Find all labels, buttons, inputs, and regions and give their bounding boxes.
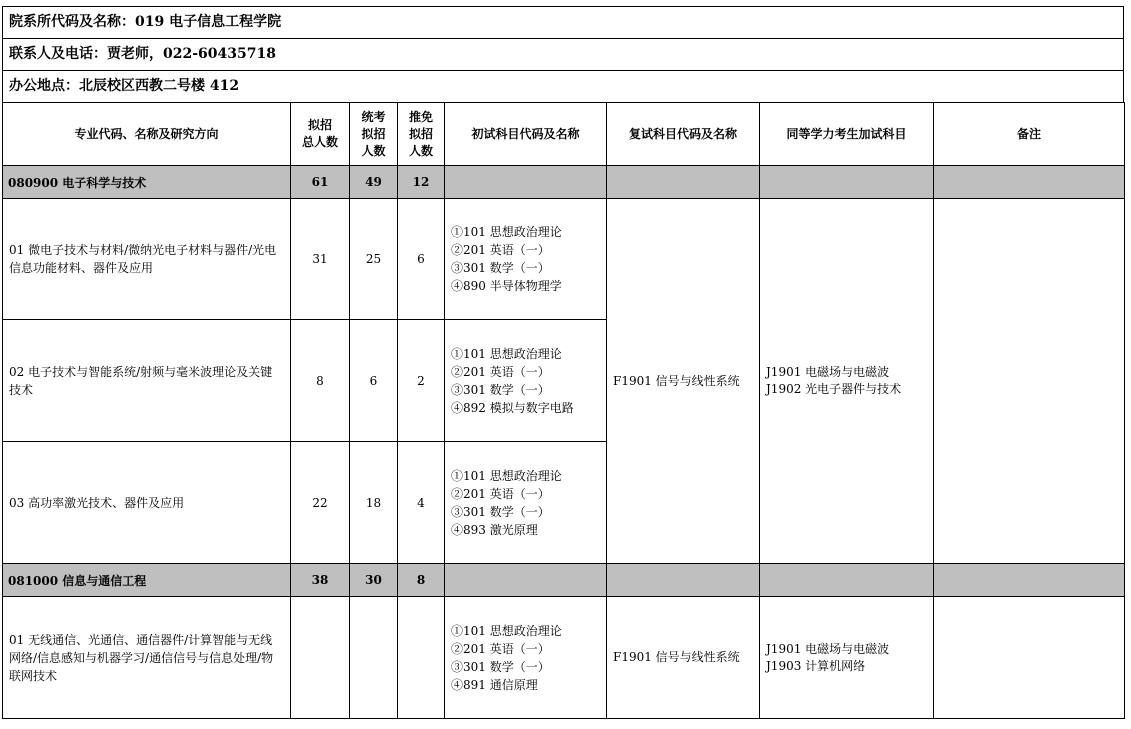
subjects-cell bbox=[445, 442, 607, 564]
rec-cell: 6 bbox=[398, 199, 445, 320]
header-exam bbox=[350, 103, 398, 166]
category-empty-cell bbox=[445, 166, 607, 199]
subject-item: ③301 数学（一） bbox=[451, 504, 550, 519]
subjects-cell bbox=[445, 199, 607, 320]
extra-item: J1902 光电子器件与技术 bbox=[766, 382, 902, 396]
retest-cell: F1901 信号与线性系统 bbox=[607, 597, 760, 719]
header-total-line2: 总人数 bbox=[301, 135, 338, 149]
category-empty-cell bbox=[760, 564, 934, 597]
subject-item: ②201 英语（一） bbox=[451, 486, 550, 501]
subject-item: ③301 数学（一） bbox=[451, 261, 550, 275]
subject-item: ②201 英语（一） bbox=[451, 641, 550, 656]
category-empty-cell bbox=[445, 564, 607, 597]
extra-item: J1901 电磁场与电磁波 bbox=[766, 365, 890, 379]
category-empty-cell bbox=[760, 166, 934, 199]
category-exam: 30 bbox=[350, 564, 398, 597]
retest-cell: F1901 信号与线性系统 bbox=[607, 199, 760, 564]
category-name: 081000 信息与通信工程 bbox=[3, 564, 291, 597]
header-total bbox=[291, 103, 350, 166]
remark-cell bbox=[934, 199, 1125, 564]
category-row bbox=[3, 166, 1125, 199]
header-rec-line1: 推免 bbox=[408, 109, 433, 124]
extra-item: J1901 电磁场与电磁波 bbox=[766, 641, 890, 656]
subject-item: ②201 英语（一） bbox=[451, 364, 550, 379]
department-line: 院系所代码及名称：019 电子信息工程学院 bbox=[2, 6, 1124, 38]
header-exam-line2: 拟招 bbox=[361, 126, 386, 141]
header-rec-line3: 人数 bbox=[408, 143, 433, 158]
table-row bbox=[3, 597, 1125, 719]
subject-item: ④892 模拟与数字电路 bbox=[451, 400, 574, 415]
rec-cell: 4 bbox=[398, 442, 445, 564]
table-row bbox=[3, 199, 1125, 320]
category-empty-cell bbox=[934, 166, 1125, 199]
rec-cell: 2 bbox=[398, 320, 445, 442]
category-name: 080900 电子科学与技术 bbox=[3, 166, 291, 199]
subject-item: ①101 思想政治理论 bbox=[451, 623, 562, 638]
category-total: 61 bbox=[291, 166, 350, 199]
total-cell: 22 bbox=[291, 442, 350, 564]
header-retest: 复试科目代码及名称 bbox=[607, 103, 760, 166]
remark-cell bbox=[934, 597, 1125, 719]
direction-cell: 01 无线通信、光通信、通信器件/计算智能与无线网络/信息感知与机器学习/通信信号与信息处理/物联网技术 bbox=[3, 597, 291, 719]
admission-document bbox=[2, 6, 1124, 719]
category-empty-cell bbox=[934, 564, 1125, 597]
subject-item: ④890 半导体物理学 bbox=[451, 279, 562, 293]
exam-cell bbox=[350, 597, 398, 719]
subject-item: ④891 通信原理 bbox=[451, 677, 538, 692]
category-row bbox=[3, 564, 1125, 597]
category-empty-cell bbox=[607, 564, 760, 597]
rec-cell bbox=[398, 597, 445, 719]
subject-item: ③301 数学（一） bbox=[451, 382, 550, 397]
subject-item: ①101 思想政治理论 bbox=[451, 346, 562, 361]
category-total: 38 bbox=[291, 564, 350, 597]
header-row bbox=[3, 103, 1125, 166]
admission-table bbox=[2, 102, 1125, 719]
total-cell: 8 bbox=[291, 320, 350, 442]
subjects-cell bbox=[445, 320, 607, 442]
header-rec bbox=[398, 103, 445, 166]
header-exam-line1: 统考 bbox=[361, 109, 386, 124]
exam-cell: 25 bbox=[350, 199, 398, 320]
category-empty-cell bbox=[607, 166, 760, 199]
header-prelim: 初试科目代码及名称 bbox=[445, 103, 607, 166]
total-cell: 31 bbox=[291, 199, 350, 320]
header-remark: 备注 bbox=[934, 103, 1125, 166]
exam-cell: 18 bbox=[350, 442, 398, 564]
header-extra: 同等学力考生加试科目 bbox=[760, 103, 934, 166]
header-major: 专业代码、名称及研究方向 bbox=[3, 103, 291, 166]
subject-item: ④893 激光原理 bbox=[451, 522, 538, 537]
contact-line: 联系人及电话：贾老师，022-60435718 bbox=[2, 38, 1124, 70]
subject-item: ③301 数学（一） bbox=[451, 659, 550, 674]
header-total-line1: 拟招 bbox=[307, 118, 332, 132]
subjects-cell bbox=[445, 597, 607, 719]
category-rec: 12 bbox=[398, 166, 445, 199]
header-exam-line3: 人数 bbox=[361, 143, 386, 158]
office-line: 办公地点：北辰校区西教二号楼 412 bbox=[2, 70, 1124, 102]
direction-cell: 02 电子技术与智能系统/射频与毫米波理论及关键技术 bbox=[3, 320, 291, 442]
subject-item: ②201 英语（一） bbox=[451, 243, 550, 257]
header-rec-line2: 拟招 bbox=[408, 126, 433, 141]
extra-cell bbox=[760, 199, 934, 564]
total-cell bbox=[291, 597, 350, 719]
direction-cell: 01 微电子技术与材料/微纳光电子材料与器件/光电信息功能材料、器件及应用 bbox=[3, 199, 291, 320]
subject-item: ①101 思想政治理论 bbox=[451, 225, 562, 239]
category-rec: 8 bbox=[398, 564, 445, 597]
extra-item: J1903 计算机网络 bbox=[766, 658, 866, 673]
category-exam: 49 bbox=[350, 166, 398, 199]
direction-cell: 03 高功率激光技术、器件及应用 bbox=[3, 442, 291, 564]
subject-item: ①101 思想政治理论 bbox=[451, 468, 562, 483]
exam-cell: 6 bbox=[350, 320, 398, 442]
extra-cell bbox=[760, 597, 934, 719]
